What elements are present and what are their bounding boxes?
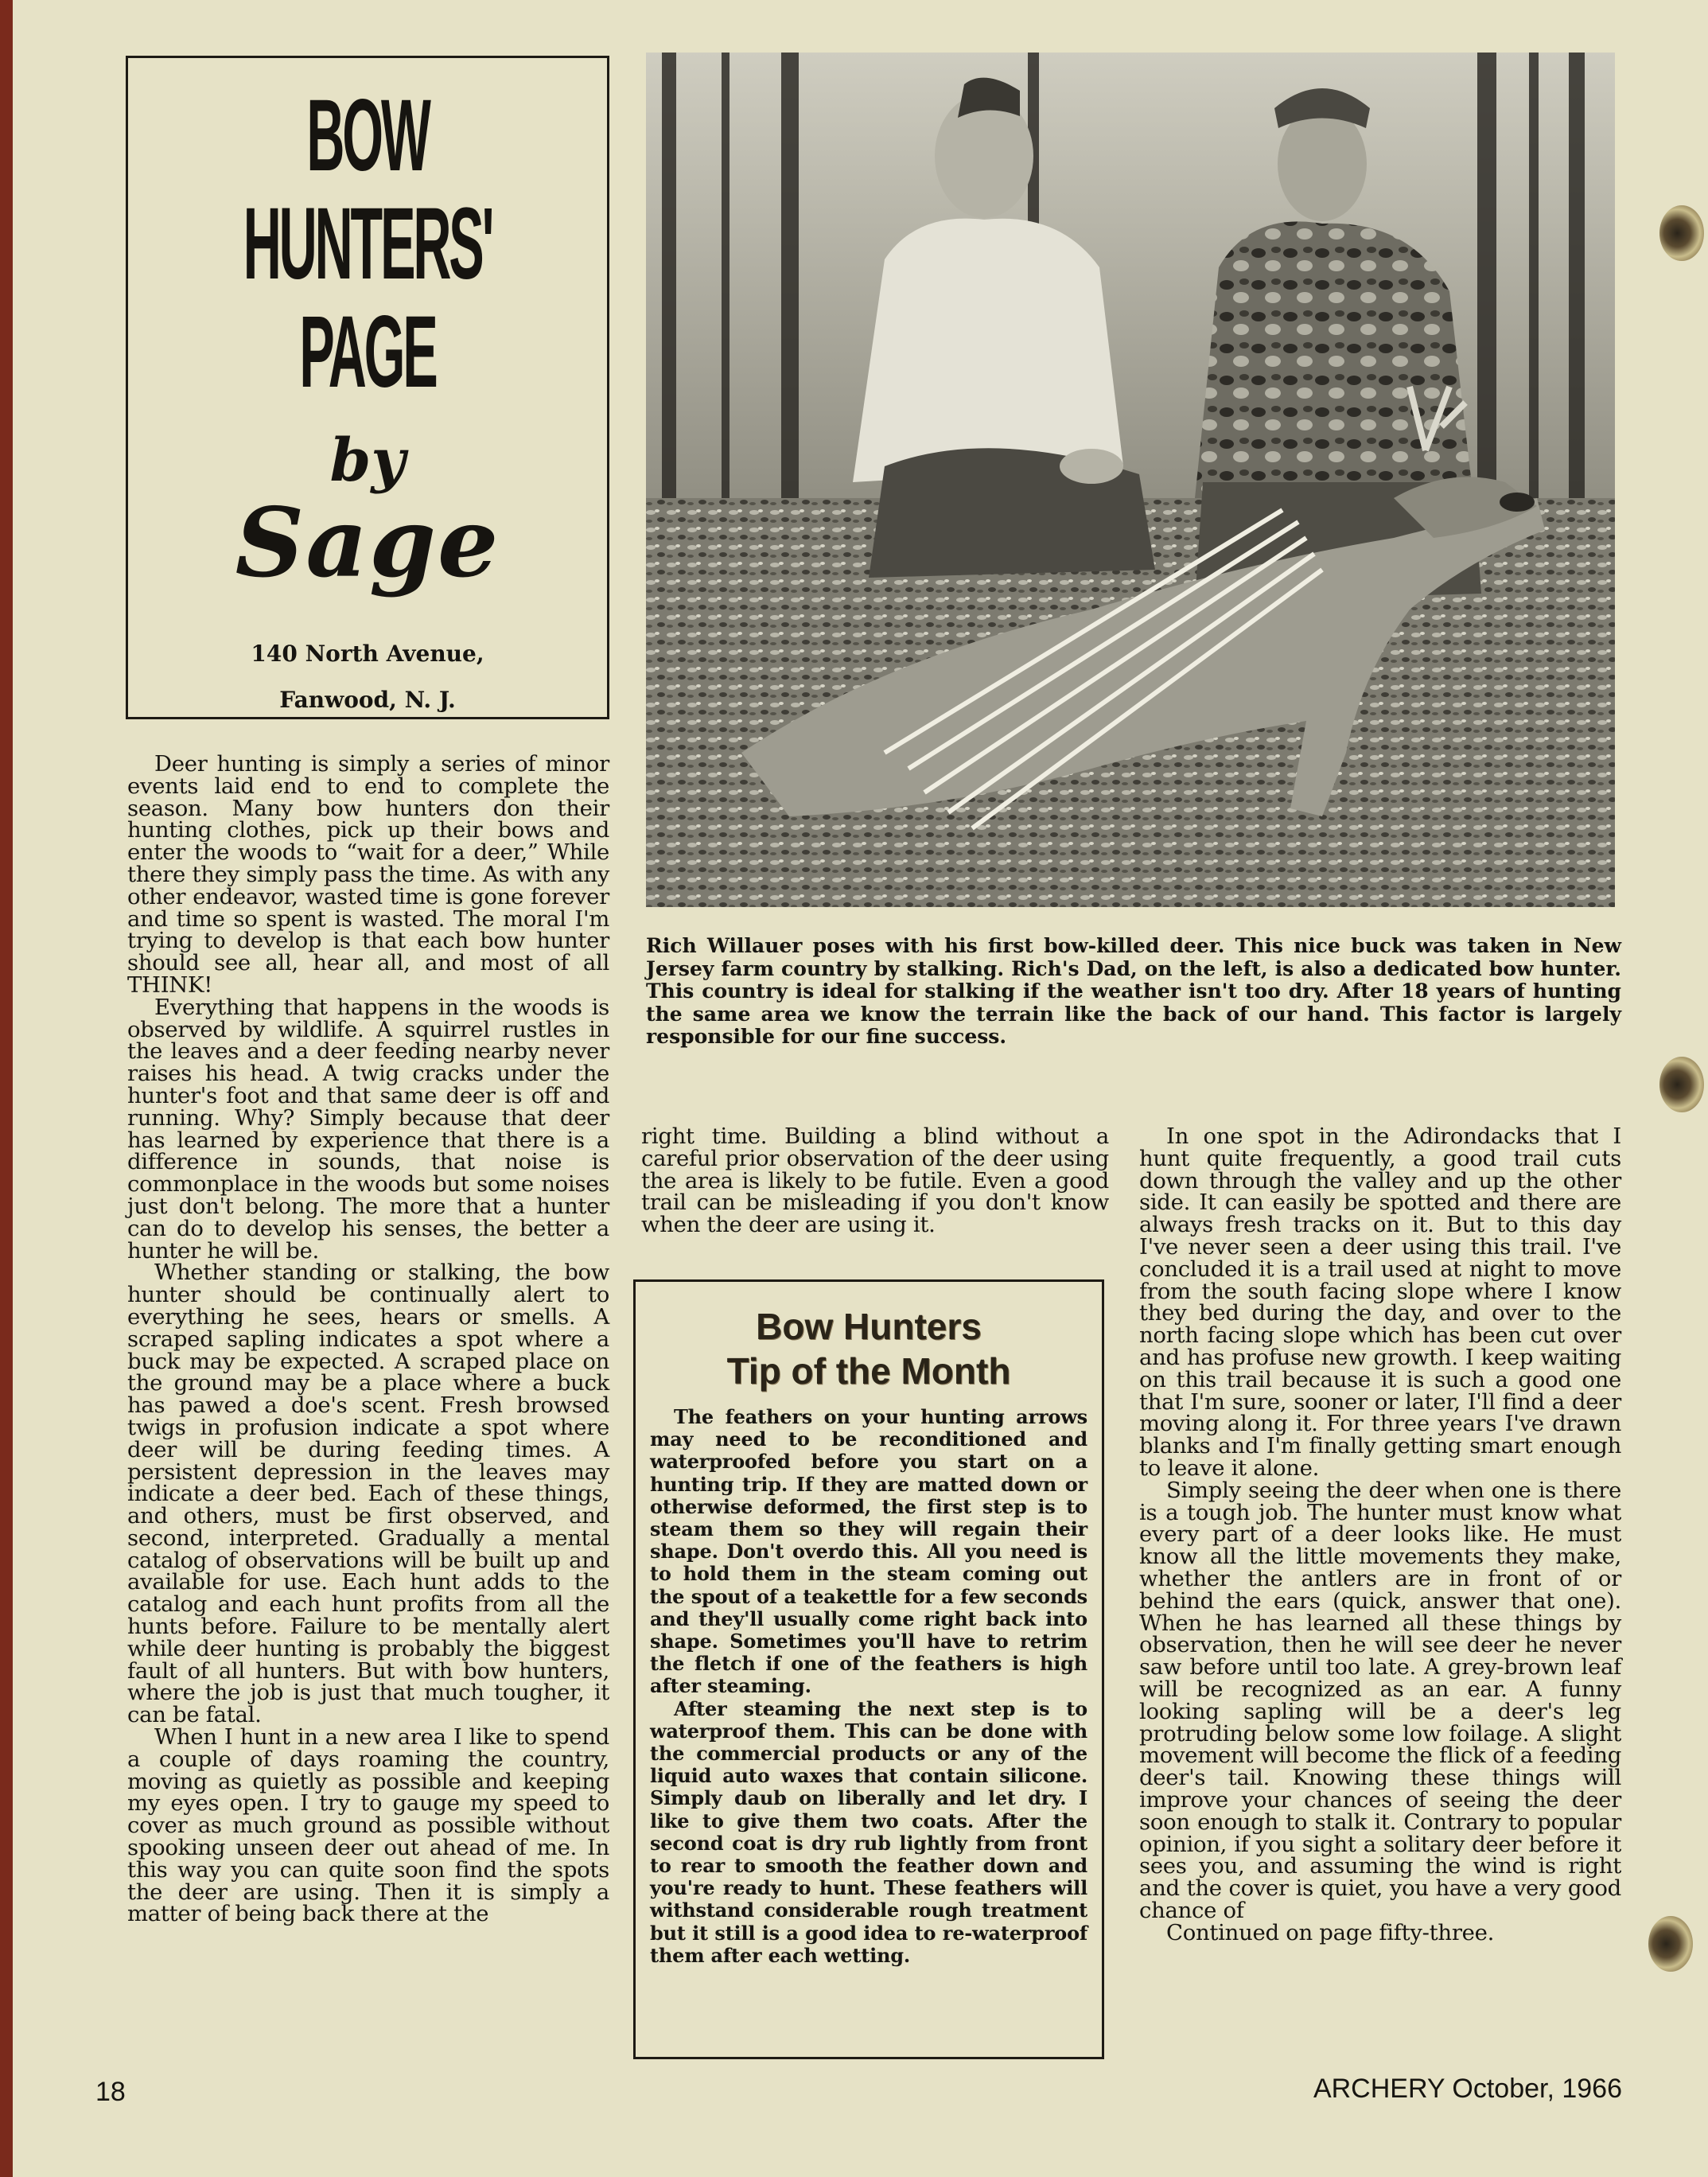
- tip-body: [650, 1406, 1087, 1967]
- article-paragraph: Deer hunting is simply a series of minor events laid end to end to complete the season. Many bow hunters don their hunting clothes, pick up their bows and enter the woods to “wait for a deer,” While there they simply pass the time. As with any other endeavor, wasted time is gone forever and time so spent is wasted. The moral I'm trying to develop is that each bow hunter should see all, hear all, and most of all THINK!: [127, 751, 609, 998]
- address-line-1: 140 North Avenue,: [251, 641, 484, 667]
- page-number: 18: [95, 2077, 126, 2107]
- binder-hole-top: [1659, 205, 1704, 261]
- binder-hole-bottom: [1648, 1916, 1693, 1972]
- continued-note: Continued on page fifty-three.: [1166, 1919, 1495, 1945]
- photo-illustration: [646, 53, 1615, 907]
- article-column-1: [127, 751, 609, 1927]
- article-column-2: [641, 1126, 1109, 1236]
- page-title: BOW HUNTERS' PAGE: [243, 79, 492, 409]
- article-column-3: [1139, 1126, 1621, 1944]
- author-address: [128, 631, 607, 723]
- address-line-2: Fanwood, N. J.: [279, 687, 456, 713]
- tip-paragraph: The feathers on your hunting arrows may need to be reconditioned and waterproofed before you start on a hunting trip. If they are matted down or otherwise deformed, the first step is to steam them so they will regain their shape. Don't overdo this. All you need is to hold them in the steam coming out the spout of a teakettle for a few seconds and they'll usually come right back into shape. Sometimes you'll have to retrim the fletch if one of the feathers is high after steaming.: [650, 1405, 1087, 1698]
- page-edge: [0, 0, 13, 2177]
- hunters-photo: [646, 53, 1615, 907]
- tip-of-the-month-box: [633, 1279, 1104, 2059]
- title-box: [126, 56, 609, 719]
- binder-hole-middle: [1659, 1057, 1704, 1112]
- tip-paragraph: After steaming the next step is to waterproof them. This can be done with the commercial products or any of the liquid auto waxes that contain silicone. Simply daub on liberally and let dry. I like to give them two coats. After the second coat is dry rub lightly from front to rear to smooth the feather down and you're ready to hunt. These feathers will withstand considerable rough treatment but it still is a good idea to re-waterproof them after each wetting.: [650, 1696, 1087, 1967]
- tip-title: Bow Hunters Tip of the Month: [726, 1306, 1011, 1392]
- article-paragraph: right time. Building a blind without a careful prior observation of the deer using the area is likely to be futile. Even a good trail can be misleading if you don't know when the deer are using it.: [641, 1124, 1109, 1238]
- author-name: Sage: [235, 487, 500, 599]
- photo-caption: Rich Willauer poses with his first bow-killed deer. This nice buck was taken in New Jersey farm country by stalking. Rich's Dad, on the left, is also a dedicated bow hunter. This country is ideal for stalking if the weather isn't too dry. After 18 years of hunting the same area we know the terrain like the back of our hand. This factor is largely responsible for our fine success.: [646, 934, 1621, 1048]
- article-paragraph: Simply seeing the deer when one is there is a tough job. The hunter must know what every part of a deer looks like. He must know all the little movements they make, whether the antlers are in front of or behind the ears (quick, answer that one). When he has learned all these things by observation, then he will see deer he never saw before until too late. A grey-brown leaf will be recognized as an ear. A funny looking sapling will be a deer's leg protruding below some low foilage. A slight movement will become the flick of a feeding deer's tail. Knowing these things will improve your chances of seeing the deer soon enough to stalk it. Contrary to popular opinion, if you sight a solitary deer before it sees you, and assuming the wind is right and the cover is quiet, you have a very good chance of: [1139, 1477, 1621, 1923]
- article-paragraph: Everything that happens in the woods is observed by wildlife. A squirrel rustles in the leaves and a deer feeding nearby never raises his head. A twig cracks under the hunter's foot and that same deer is off and running. Why? Simply because that deer has learned by experience that there is a difference in sounds, that noise is commonplace in the woods but some noises just don't belong. The more that a hunter can do to develop his senses, the better a hunter he will be.: [127, 994, 609, 1264]
- article-paragraph: In one spot in the Adirondacks that I hunt quite frequently, a good trail cuts down through the valley and up the other side. It can easily be spotted and there are always fresh tracks on it. But to this day I've never seen a deer using this trail. I've concluded it is a trail used at night to move from the south facing slope where I know they bed during the day, and over to the north facing slope which has been cut over and has profuse new growth. I keep waiting on this trail because it is such a good one that I'm sure, sooner or later, I'll find a deer moving along it. For three years I've drawn blanks and I'm finally getting smart enough to leave it alone.: [1139, 1124, 1621, 1481]
- article-paragraph: Whether standing or stalking, the bow hunter should be continually alert to everything he sees, hears or smells. A scraped sapling indicates a spot where a buck may be expected. A scraped place on the ground may be a place where a buck has pawed a doe's scent. Fresh browsed twigs in profusion indicate a spot where deer will be during feeding times. A persistent depression in the leaves may indicate a deer bed. Each of these things, and others, must be first observed, and second, interpreted. Gradually a mental catalog of observations will be built up and available for use. Each hunt adds to the catalog and each hunt profits from all the hunts before. Failure to be mentally alert while deer hunting is probably the biggest fault of all hunters. But with bow hunters, where the job is just that much tougher, it can be fatal.: [127, 1260, 609, 1728]
- byline-by: by: [329, 426, 406, 495]
- article-paragraph: When I hunt in a new area I like to spend a couple of days roaming the country, moving as quietly as possible and keeping my eyes open. I try to gauge my speed to cover as much ground as possible without spooking unseen deer out ahead of me. In this way you can quite soon find the spots the deer are using. Then it is simply a matter of being back there at the: [127, 1724, 609, 1927]
- magazine-footer: ARCHERY October, 1966: [1313, 2074, 1622, 2104]
